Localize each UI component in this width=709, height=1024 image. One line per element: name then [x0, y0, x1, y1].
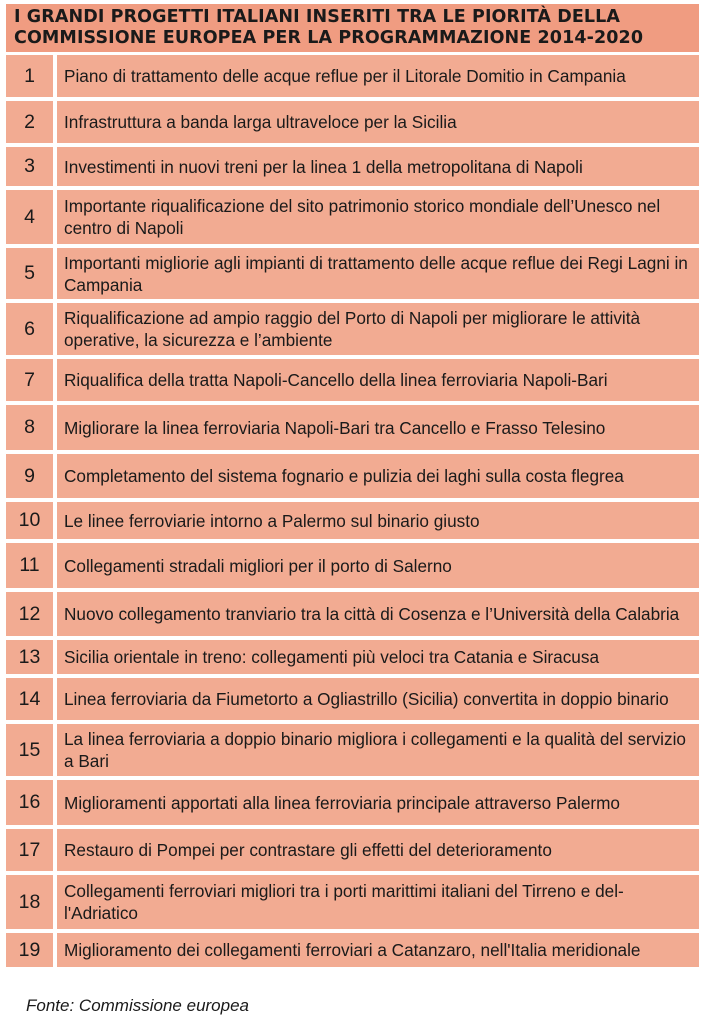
- table-row: [6, 875, 699, 929]
- row-text: Miglioramenti apportati alla linea ferroviaria principale attraverso Palermo: [57, 780, 699, 825]
- row-text: Migliorare la linea ferroviaria Napoli-Bari tra Cancello e Frasso Telesino: [57, 405, 699, 450]
- row-number: 9: [6, 454, 53, 498]
- row-text: Riqualificazione ad ampio raggio del Porto di Napoli per migliorare le attività operative, la sicurezza e l’ambiente: [57, 303, 699, 355]
- row-text: Investimenti in nuovi treni per la linea 1 della metropolitana di Napoli: [57, 147, 699, 186]
- row-number: 5: [6, 248, 53, 299]
- row-text: Le linee ferroviarie intorno a Palermo sul binario giusto: [57, 502, 699, 539]
- row-text: La linea ferroviaria a doppio binario migliora i collegamenti e la qualità del servizio a Bari: [57, 724, 699, 776]
- row-text: Infrastruttura a banda larga ultraveloce per la Sicilia: [57, 101, 699, 143]
- table-row: [6, 780, 699, 825]
- table-row: [6, 147, 699, 186]
- row-number: 7: [6, 359, 53, 401]
- row-text: Collegamenti ferroviari migliori tra i porti marittimi italiani del Tirreno e del-l'Adriatico: [57, 875, 699, 929]
- row-text: Restauro di Pompei per contrastare gli effetti del deterioramento: [57, 829, 699, 871]
- row-text: Importanti migliorie agli impianti di trattamento delle acque reflue dei Regi Lagni in Campania: [57, 248, 699, 299]
- row-number: 2: [6, 101, 53, 143]
- row-text: Piano di trattamento delle acque reflue per il Litorale Domitio in Campania: [57, 55, 699, 97]
- table-row: [6, 724, 699, 776]
- table-row: [6, 933, 699, 967]
- row-number: 6: [6, 303, 53, 355]
- row-number: 14: [6, 678, 53, 720]
- row-text: Linea ferroviaria da Fiumetorto a Ogliastrillo (Sicilia) convertita in doppio binario: [57, 678, 699, 720]
- table-row: [6, 678, 699, 720]
- table-row: [6, 190, 699, 244]
- row-number: 8: [6, 405, 53, 450]
- source-caption: Fonte: Commissione europea: [26, 996, 250, 1015]
- row-number: 15: [6, 724, 53, 776]
- table-title-line-1: I GRANDI PROGETTI ITALIANI INSERITI TRA LE PIORITÀ DELLA: [14, 7, 621, 27]
- row-number: 19: [6, 933, 53, 967]
- projects-table: [6, 55, 699, 971]
- row-number: 3: [6, 147, 53, 186]
- row-number: 17: [6, 829, 53, 871]
- row-text: Collegamenti stradali migliori per il porto di Salerno: [57, 543, 699, 588]
- row-text: Importante riqualificazione del sito patrimonio storico mondiale dell’Unesco nel centro di Napoli: [57, 190, 699, 244]
- row-text: Sicilia orientale in treno: collegamenti più veloci tra Catania e Siracusa: [57, 640, 699, 674]
- row-text: Riqualifica della tratta Napoli-Cancello della linea ferroviaria Napoli-Bari: [57, 359, 699, 401]
- row-number: 13: [6, 640, 53, 674]
- table-row: [6, 592, 699, 636]
- row-text: Nuovo collegamento tranviario tra la città di Cosenza e l’Università della Calabria: [57, 592, 699, 636]
- table-row: [6, 405, 699, 450]
- row-number: 10: [6, 502, 53, 539]
- row-number: 4: [6, 190, 53, 244]
- row-number: 16: [6, 780, 53, 825]
- row-number: 18: [6, 875, 53, 929]
- table-row: [6, 248, 699, 299]
- table-row: [6, 543, 699, 588]
- row-number: 12: [6, 592, 53, 636]
- row-text: Miglioramento dei collegamenti ferroviari a Catanzaro, nell'Italia meridionale: [57, 933, 699, 967]
- table-row: [6, 303, 699, 355]
- table-title-line-2: COMMISSIONE EUROPEA PER LA PROGRAMMAZIONE 2014-2020: [14, 28, 644, 48]
- table-row: [6, 829, 699, 871]
- row-text: Completamento del sistema fognario e pulizia dei laghi sulla costa flegrea: [57, 454, 699, 498]
- table-row: [6, 101, 699, 143]
- table-row: [6, 454, 699, 498]
- table-title: [6, 4, 699, 52]
- table-row: [6, 640, 699, 674]
- table-row: [6, 359, 699, 401]
- row-number: 1: [6, 55, 53, 97]
- table-row: [6, 502, 699, 539]
- row-number: 11: [6, 543, 53, 588]
- table-row: [6, 55, 699, 97]
